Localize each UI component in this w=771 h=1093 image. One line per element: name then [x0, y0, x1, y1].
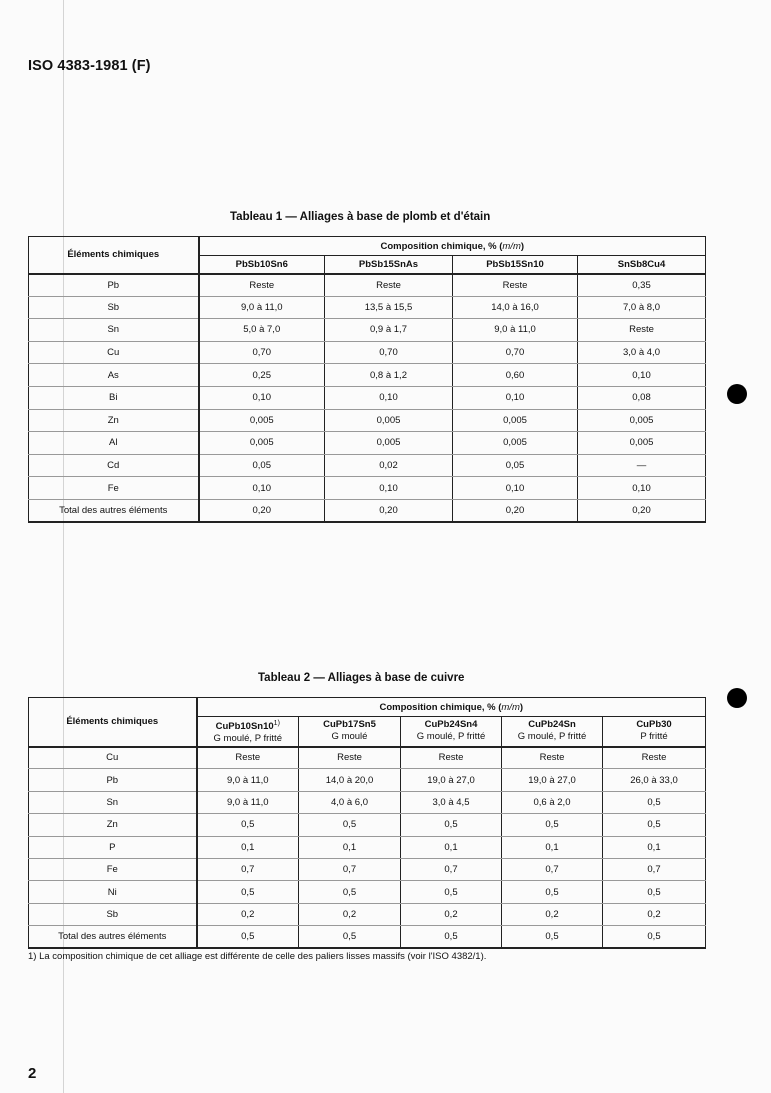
value-cell: 0,70 [325, 341, 453, 364]
table-row [29, 747, 706, 769]
value-cell: 0,1 [197, 836, 299, 858]
value-cell: 26,0 à 33,0 [603, 769, 706, 791]
value-cell: Reste [325, 274, 453, 297]
table-row [29, 814, 706, 836]
value-cell: 0,7 [502, 858, 603, 880]
element-cell: Cu [29, 341, 199, 364]
composition-header: Composition chimique, % (m/m) [199, 237, 706, 256]
element-cell: P [29, 836, 197, 858]
value-cell: 0,5 [603, 791, 706, 813]
element-cell: Sb [29, 296, 199, 319]
alloy-process: G moulé [331, 731, 368, 743]
table-row [29, 319, 706, 342]
value-cell: 0,7 [603, 858, 706, 880]
value-cell: 0,5 [603, 814, 706, 836]
value-cell: 0,5 [603, 926, 706, 948]
document-header: ISO 4383-1981 (F) [28, 58, 151, 74]
value-cell: 0,25 [199, 364, 325, 387]
alloy-process: G moulé, P fritté [517, 731, 587, 743]
alloy-header: PbSb15SnAs [325, 256, 453, 274]
element-cell: Zn [29, 814, 197, 836]
alloy-name: CuPb10Sn10 [215, 720, 274, 732]
element-cell: Fe [29, 858, 197, 880]
value-cell: 4,0 à 6,0 [299, 791, 401, 813]
element-cell: Ni [29, 881, 197, 903]
value-cell: 0,1 [603, 836, 706, 858]
table-row [29, 769, 706, 791]
value-cell: 9,0 à 11,0 [453, 319, 578, 342]
value-cell: 0,005 [578, 409, 706, 432]
value-cell: 0,5 [401, 814, 502, 836]
table1 [28, 236, 706, 523]
element-cell: Sn [29, 791, 197, 813]
alloy-header: PbSb10Sn6 [199, 256, 325, 274]
value-cell: 0,5 [502, 926, 603, 948]
value-cell: 0,005 [578, 432, 706, 455]
element-cell: Total des autres éléments [29, 926, 197, 948]
value-cell: Reste [401, 747, 502, 769]
value-cell: 0,10 [453, 386, 578, 409]
table1-caption: Tableau 1 — Alliages à base de plomb et d'étain [230, 211, 491, 223]
value-cell: 0,1 [502, 836, 603, 858]
value-cell: 0,2 [603, 903, 706, 925]
element-cell: Cd [29, 454, 199, 477]
elements-header: Éléments chimiques [29, 237, 199, 274]
value-cell: 0,1 [299, 836, 401, 858]
table-row [29, 836, 706, 858]
table-row [29, 409, 706, 432]
element-cell: Zn [29, 409, 199, 432]
value-cell: 0,5 [502, 814, 603, 836]
value-cell: 0,5 [401, 881, 502, 903]
table-row [29, 926, 706, 948]
value-cell: Reste [199, 274, 325, 297]
value-cell: 0,35 [578, 274, 706, 297]
table2 [28, 697, 706, 949]
alloy-process: G moulé, P fritté [213, 732, 282, 744]
punch-hole-mark [727, 688, 747, 708]
value-cell: 5,0 à 7,0 [199, 319, 325, 342]
value-cell: Reste [299, 747, 401, 769]
element-cell: Sn [29, 319, 199, 342]
element-cell: Bi [29, 386, 199, 409]
value-cell: 9,0 à 11,0 [197, 791, 299, 813]
value-cell: 0,7 [401, 858, 502, 880]
value-cell: 0,10 [578, 364, 706, 387]
value-cell: Reste [578, 319, 706, 342]
value-cell: 3,0 à 4,5 [401, 791, 502, 813]
value-cell: 0,9 à 1,7 [325, 319, 453, 342]
element-cell: Al [29, 432, 199, 455]
alloy-header: SnSb8Cu4 [578, 256, 706, 274]
value-cell: 0,2 [299, 903, 401, 925]
value-cell: 9,0 à 11,0 [199, 296, 325, 319]
element-cell: Fe [29, 477, 199, 500]
value-cell: 0,005 [325, 409, 453, 432]
value-cell: 0,70 [199, 341, 325, 364]
table-row [29, 386, 706, 409]
value-cell: 19,0 à 27,0 [401, 769, 502, 791]
element-cell: As [29, 364, 199, 387]
alloy-name: CuPb24Sn4 [424, 719, 478, 731]
value-cell: 0,5 [603, 881, 706, 903]
alloy-process: P fritté [640, 731, 668, 743]
element-cell: Cu [29, 747, 197, 769]
value-cell: 0,5 [299, 814, 401, 836]
value-cell: 0,08 [578, 386, 706, 409]
value-cell: 14,0 à 16,0 [453, 296, 578, 319]
value-cell: 0,5 [299, 926, 401, 948]
value-cell: 0,10 [453, 477, 578, 500]
value-cell: Reste [603, 747, 706, 769]
table2-footnote: 1) La composition chimique de cet alliage est différente de celle des paliers lisses massifs (voir l'ISO 4382/1). [28, 951, 487, 962]
value-cell: 0,2 [401, 903, 502, 925]
value-cell: 0,005 [453, 432, 578, 455]
value-cell: 0,2 [197, 903, 299, 925]
table-row [29, 881, 706, 903]
value-cell: 0,005 [199, 432, 325, 455]
value-cell: 0,005 [453, 409, 578, 432]
value-cell: 0,10 [325, 477, 453, 500]
value-cell: 0,7 [299, 858, 401, 880]
value-cell: 0,5 [299, 881, 401, 903]
value-cell: 0,05 [199, 454, 325, 477]
table-row [29, 499, 706, 522]
footnote-marker: 1) [273, 719, 280, 727]
element-cell: Total des autres éléments [29, 499, 199, 522]
element-cell: Pb [29, 274, 199, 297]
value-cell: 0,10 [199, 386, 325, 409]
alloy-name: CuPb17Sn5 [323, 719, 376, 731]
alloy-header: PbSb15Sn10 [453, 256, 578, 274]
alloy-header [603, 717, 706, 747]
table-row [29, 903, 706, 925]
value-cell: 0,5 [502, 881, 603, 903]
value-cell: 14,0 à 20,0 [299, 769, 401, 791]
value-cell: 0,70 [453, 341, 578, 364]
value-cell: 0,7 [197, 858, 299, 880]
value-cell: Reste [197, 747, 299, 769]
value-cell: 0,60 [453, 364, 578, 387]
alloy-header [401, 717, 502, 747]
table-row [29, 791, 706, 813]
value-cell: Reste [453, 274, 578, 297]
value-cell: 0,20 [453, 499, 578, 522]
value-cell: 0,02 [325, 454, 453, 477]
elements-header: Éléments chimiques [29, 698, 197, 747]
value-cell: — [578, 454, 706, 477]
table-row [29, 364, 706, 387]
value-cell: 9,0 à 11,0 [197, 769, 299, 791]
value-cell: 0,20 [325, 499, 453, 522]
value-cell: 0,20 [578, 499, 706, 522]
alloy-header [299, 717, 401, 747]
value-cell: 7,0 à 8,0 [578, 296, 706, 319]
value-cell: 0,10 [199, 477, 325, 500]
value-cell: 0,5 [197, 926, 299, 948]
value-cell: 0,10 [578, 477, 706, 500]
value-cell: Reste [502, 747, 603, 769]
value-cell: 0,005 [325, 432, 453, 455]
table2-caption: Tableau 2 — Alliages à base de cuivre [258, 672, 465, 684]
punch-hole-mark [727, 384, 747, 404]
page-number: 2 [28, 1065, 37, 1082]
table-row [29, 296, 706, 319]
value-cell: 0,20 [199, 499, 325, 522]
value-cell: 0,5 [197, 814, 299, 836]
table-row [29, 477, 706, 500]
value-cell: 0,8 à 1,2 [325, 364, 453, 387]
alloy-header [502, 717, 603, 747]
table-row [29, 274, 706, 297]
element-cell: Sb [29, 903, 197, 925]
value-cell: 0,5 [197, 881, 299, 903]
value-cell: 13,5 à 15,5 [325, 296, 453, 319]
value-cell: 0,10 [325, 386, 453, 409]
alloy-header [197, 717, 299, 747]
value-cell: 0,2 [502, 903, 603, 925]
value-cell: 0,05 [453, 454, 578, 477]
value-cell: 0,6 à 2,0 [502, 791, 603, 813]
table-row [29, 858, 706, 880]
value-cell: 0,5 [401, 926, 502, 948]
alloy-process: G moulé, P fritté [416, 731, 486, 743]
composition-header: Composition chimique, % (m/m) [197, 698, 706, 717]
value-cell: 0,005 [199, 409, 325, 432]
alloy-name: CuPb30 [636, 719, 672, 731]
value-cell: 0,1 [401, 836, 502, 858]
alloy-name: CuPb24Sn [528, 719, 576, 731]
table-row [29, 432, 706, 455]
value-cell: 19,0 à 27,0 [502, 769, 603, 791]
table-row [29, 341, 706, 364]
value-cell: 3,0 à 4,0 [578, 341, 706, 364]
table-row [29, 454, 706, 477]
element-cell: Pb [29, 769, 197, 791]
